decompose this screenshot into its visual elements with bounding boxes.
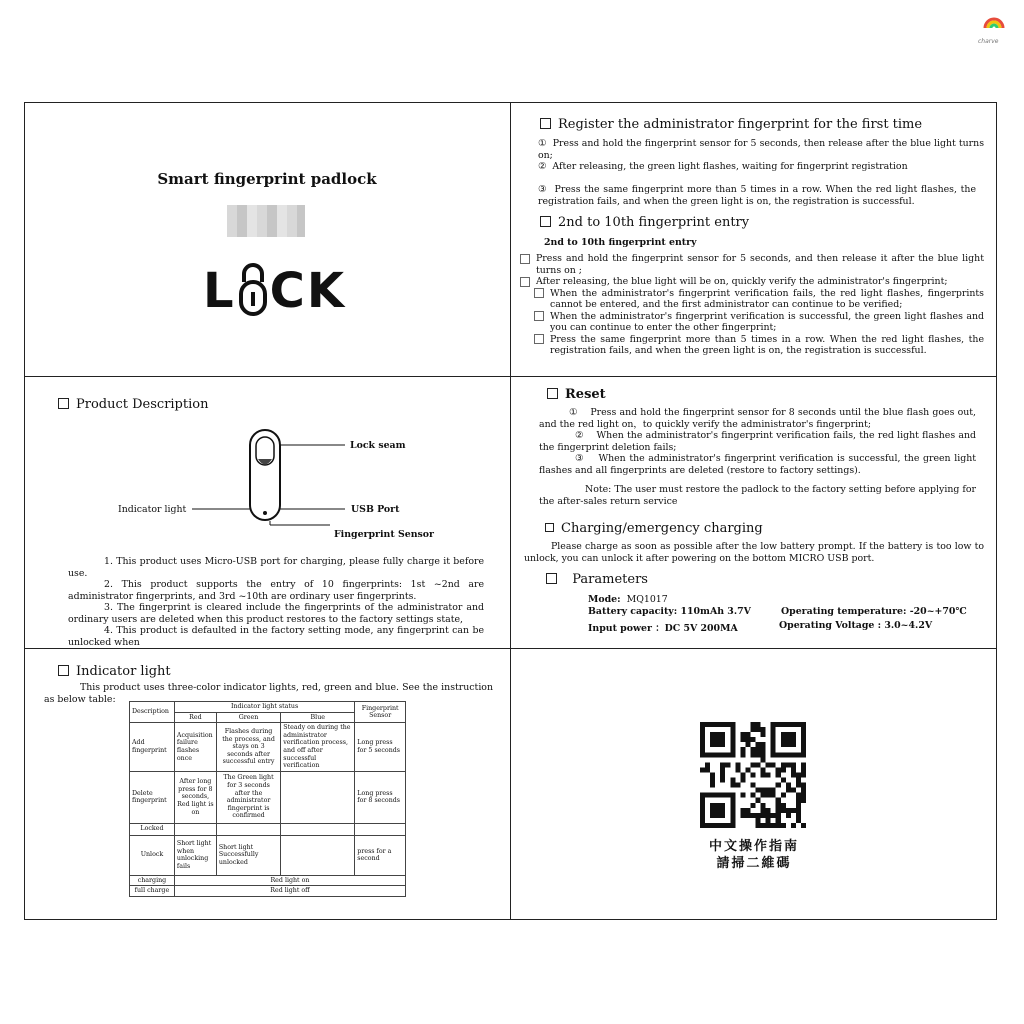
step-text: Press the same fingerprint more than 5 times in a row. When the red light flashes, the registration fails, and when the green light is on, the registration is successful. [538,184,977,207]
reset-steps [539,407,976,507]
table-row [130,875,406,886]
description-item: 1. This product uses Micro-USB port for charging, please fully charge it before use. [68,556,484,579]
table-header-cell: Indicator light status [174,702,354,713]
reset-heading [547,387,606,402]
grid-divider [510,102,511,920]
checkbox-icon [58,665,69,676]
description-item: 4. This product is defaulted in the factory setting mode, any fingerprint can be unlocked when [68,625,484,648]
label-sensor: Fingerprint Sensor [334,529,434,540]
table-header-cell: Red [174,712,216,723]
step-text: Press and hold the fingerprint sensor for 5 seconds, then release after the blue light turns on; [538,138,985,161]
parameter-battery: Battery capacity: 110mAh 3.7V [588,606,751,617]
step-number: ① [569,407,578,418]
table-cell: Locked [130,823,175,835]
entry-steps-list [520,253,984,357]
table-cell: press for a second [355,835,406,875]
table-cell: Unlock [130,835,175,875]
bullet-icon [534,334,544,344]
grid-divider [24,648,997,649]
table-cell [281,771,355,823]
product-title: Smart fingerprint padlock [157,170,377,188]
charging-heading-text: Charging/emergency charging [561,521,763,536]
register-admin-heading-text: Register the administrator fingerprint for the first time [558,117,923,132]
table-row [130,823,406,835]
checkbox-icon [58,398,69,409]
table-row [130,886,406,897]
table-cell [216,823,280,835]
parameters-heading [546,572,648,587]
parameters-heading-text: Parameters [572,572,648,587]
table-cell: Long press for 5 seconds [355,723,406,772]
bullet-icon [520,254,530,264]
bullet-icon [534,311,544,321]
checkbox-icon [545,523,554,532]
register-step-1 [538,138,984,161]
step-text: When the administrator's fingerprint verification is successful, the green light flashes and all fingerprints are deleted (restore to factory settings). [539,453,977,476]
table-header-cell: Fingerprint Sensor [355,702,406,723]
indicator-light-heading-text: Indicator light [76,664,171,679]
label-indicator: Indicator light [118,504,187,515]
checkbox-icon [546,573,557,584]
parameter-op-voltage: Operating Voltage : 3.0~4.2V [779,620,933,631]
table-row [130,723,406,772]
lock-logo [203,262,346,320]
entry-step [520,311,984,334]
entry-step [520,288,984,311]
step-number: ① [538,138,547,149]
entry-step [520,276,984,288]
step-number: ② [575,430,584,441]
table-cell [281,823,355,835]
qr-caption-line2: 請掃二維碼 [716,856,792,871]
table-cell: full charge [130,886,175,897]
parameter-mode-value: MQ1017 [626,594,668,605]
indicator-table [129,701,406,897]
indicator-intro: This product uses three-color indicator lights, red, green and blue. See the instruction as below table: [44,682,493,705]
entry-step [520,334,984,357]
table-row [130,835,406,875]
product-description-heading [58,397,208,412]
parameter-op-temp: Operating temperature: -20~+70℃ [781,606,967,617]
table-cell: Short light Successfully unlocked [216,835,280,875]
step-number: ③ [575,453,585,464]
second-tenth-subheading: 2nd to 10th fingerprint entry [544,237,697,248]
charging-text: Please charge as soon as possible after the low battery prompt. If the battery is too low to unlock, you can unlock it after powering on the bottom MICRO USB port. [524,541,984,564]
charging-heading [545,521,763,536]
parameter-mode-label: Mode: [588,594,621,605]
indicator-light-heading [58,664,171,679]
label-usb: USB Port [351,504,400,515]
table-cell: Red light on [174,875,405,886]
table-cell [355,823,406,835]
table-cell: Add fingerprint [130,723,175,772]
register-admin-heading [540,117,922,132]
entry-step-text: Press and hold the fingerprint sensor for 5 seconds, and then release it after the blue light turns on ; [536,253,984,276]
parameter-mode [588,594,668,605]
description-items [68,556,484,648]
step-text: After releasing, the green light flashes, waiting for fingerprint registration [552,161,908,172]
lock-logo-padlock-icon [238,262,268,333]
bullet-icon [520,277,530,287]
qr-code [700,722,806,828]
reset-step [539,407,976,430]
lock-logo-left: L [203,263,236,319]
table-cell: Short light when unlocking fails [174,835,216,875]
entry-step-text: After releasing, the blue light will be on, quickly verify the administrator's fingerprint; [536,276,948,287]
second-tenth-heading-text: 2nd to 10th fingerprint entry [558,215,750,230]
register-step-3 [538,184,976,207]
description-item: 2. This product supports the entry of 10 fingerprints: 1st ~2nd are administrator fingerprints, and 3rd ~10th are ordinary user fingerprints. [68,579,484,602]
table-header-cell: Description [130,702,175,723]
label-lock-seam: Lock seam [350,440,406,451]
table-cell: Flashes during the process, and stays on 3 seconds after successful entry [216,723,280,772]
checkbox-icon [540,216,551,227]
reset-step [539,453,976,476]
step-text: Press and hold the fingerprint sensor for 8 seconds until the blue flash goes out, and the red light on，to quickly verify the administrator's fingerprint; [539,407,977,430]
table-row [130,771,406,823]
table-cell: Red light off [174,886,405,897]
parameter-power: Input power ：DC 5V 200MA [588,623,738,634]
product-description-heading-text: Product Description [76,397,209,412]
brand-text: charve [978,38,999,45]
table-header-cell: Blue [281,712,355,723]
entry-step-text: When the administrator's fingerprint verification fails, the red light flashes, fingerprints cannot be entered, and the first administrator can continue to be verified; [550,287,984,310]
checkbox-icon [547,388,558,399]
table-cell: Acquisition failure flashes once [174,723,216,772]
checkbox-icon [540,118,551,129]
step-number: ③ [538,184,548,195]
table-cell: After long press for 8 seconds, Red light is on [174,771,216,823]
step-number: ② [538,161,547,172]
table-cell: Steady on during the administrator verification process, and off after successful verification [281,723,355,772]
entry-step [520,253,984,276]
table-cell: Delete fingerprint [130,771,175,823]
bullet-icon [534,288,544,298]
table-cell: The Green light for 3 seconds after the administrator fingerprint is confirmed [216,771,280,823]
qr-caption-line1: 中文操作指南 [708,839,799,854]
table-cell [281,835,355,875]
step-text: When the administrator's fingerprint verification fails, the red light flashes and the fingerprint deletion fails; [539,430,977,453]
reset-step [539,430,976,453]
grid-divider [24,376,997,377]
table-header-cell: Green [216,712,280,723]
second-tenth-heading [540,215,749,230]
table-cell: Long press for 8 seconds [355,771,406,823]
register-step-2 [538,161,984,173]
lock-logo-right: CK [269,263,347,319]
reset-heading-text: Reset [565,387,606,402]
table-header-row [130,702,406,713]
table-cell: charging [130,875,175,886]
entry-step-text: When the administrator's fingerprint verification is successful, the green light flashes and you can continue to enter the other fingerprint; [550,310,984,333]
reset-note: Note: The user must restore the padlock to the factory setting before applying for the after-sales return service [539,484,976,507]
blurred-model-image [227,205,305,237]
table-cell [174,823,216,835]
entry-step-text: Press the same fingerprint more than 5 times in a row. When the red light flashes, the registration fails, and when the green light is on, the registration is successful. [550,333,984,356]
description-item: 3. The fingerprint is cleared include the fingerprints of the administrator and ordinary users are deleted when this product restores to the factory settings state, [68,602,484,625]
